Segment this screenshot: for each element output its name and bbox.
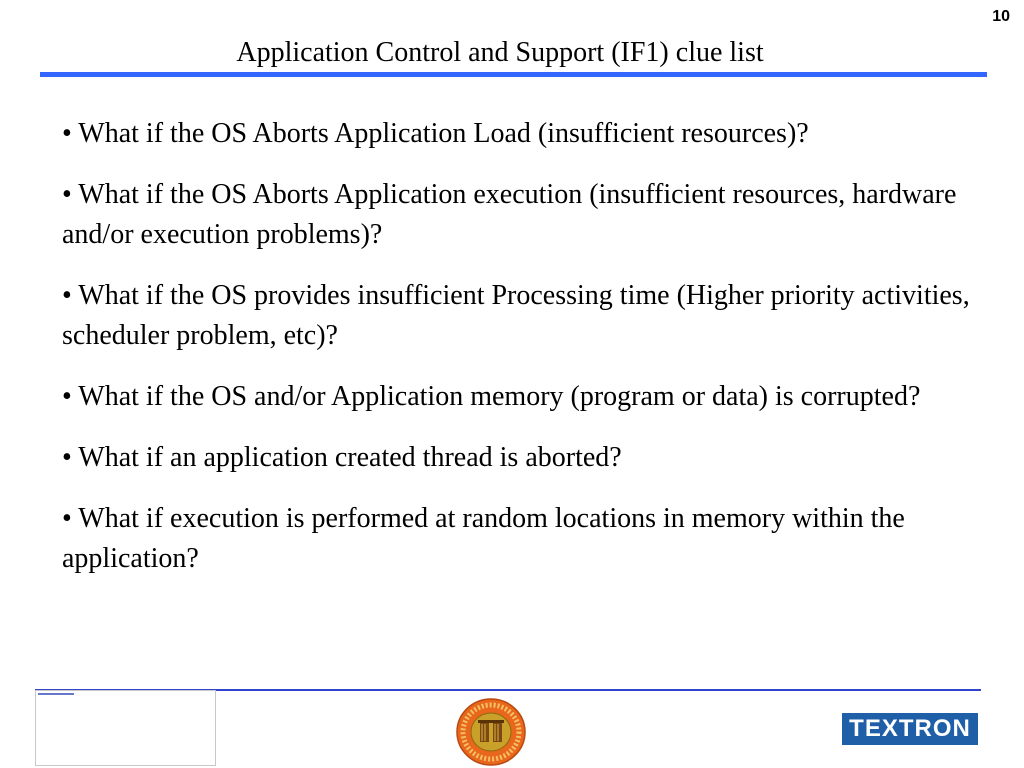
army-arsenal-seal-icon xyxy=(455,698,527,766)
textron-logo xyxy=(842,713,978,745)
bullet-item: • What if the OS Aborts Application Load (insufficient resources)? xyxy=(62,118,809,149)
bullet-list xyxy=(62,114,982,600)
bullet-item: • What if the OS Aborts Application execution (insufficient resources, hardware and/or execution problems)? xyxy=(62,179,957,250)
page-number: 10 xyxy=(992,8,1010,25)
bullet-item: • What if execution is performed at random locations in memory within the application? xyxy=(62,503,905,574)
seal-gate-lintel xyxy=(478,720,504,723)
slide-title: Application Control and Support (IF1) clue list xyxy=(236,37,764,68)
footer-logo-mark xyxy=(38,693,74,695)
bullet-item: • What if the OS provides insufficient Processing time (Higher priority activities, scheduler problem, etc)? xyxy=(62,280,970,351)
footer-logo-box xyxy=(35,690,216,766)
title-rule xyxy=(40,72,987,77)
seal-inner-field xyxy=(471,713,511,751)
bullet-item: • What if the OS and/or Application memory (program or data) is corrupted? xyxy=(62,381,921,412)
textron-logo-text: TEXTRON xyxy=(849,715,971,742)
bullet-item: • What if an application created thread is aborted? xyxy=(62,442,622,473)
